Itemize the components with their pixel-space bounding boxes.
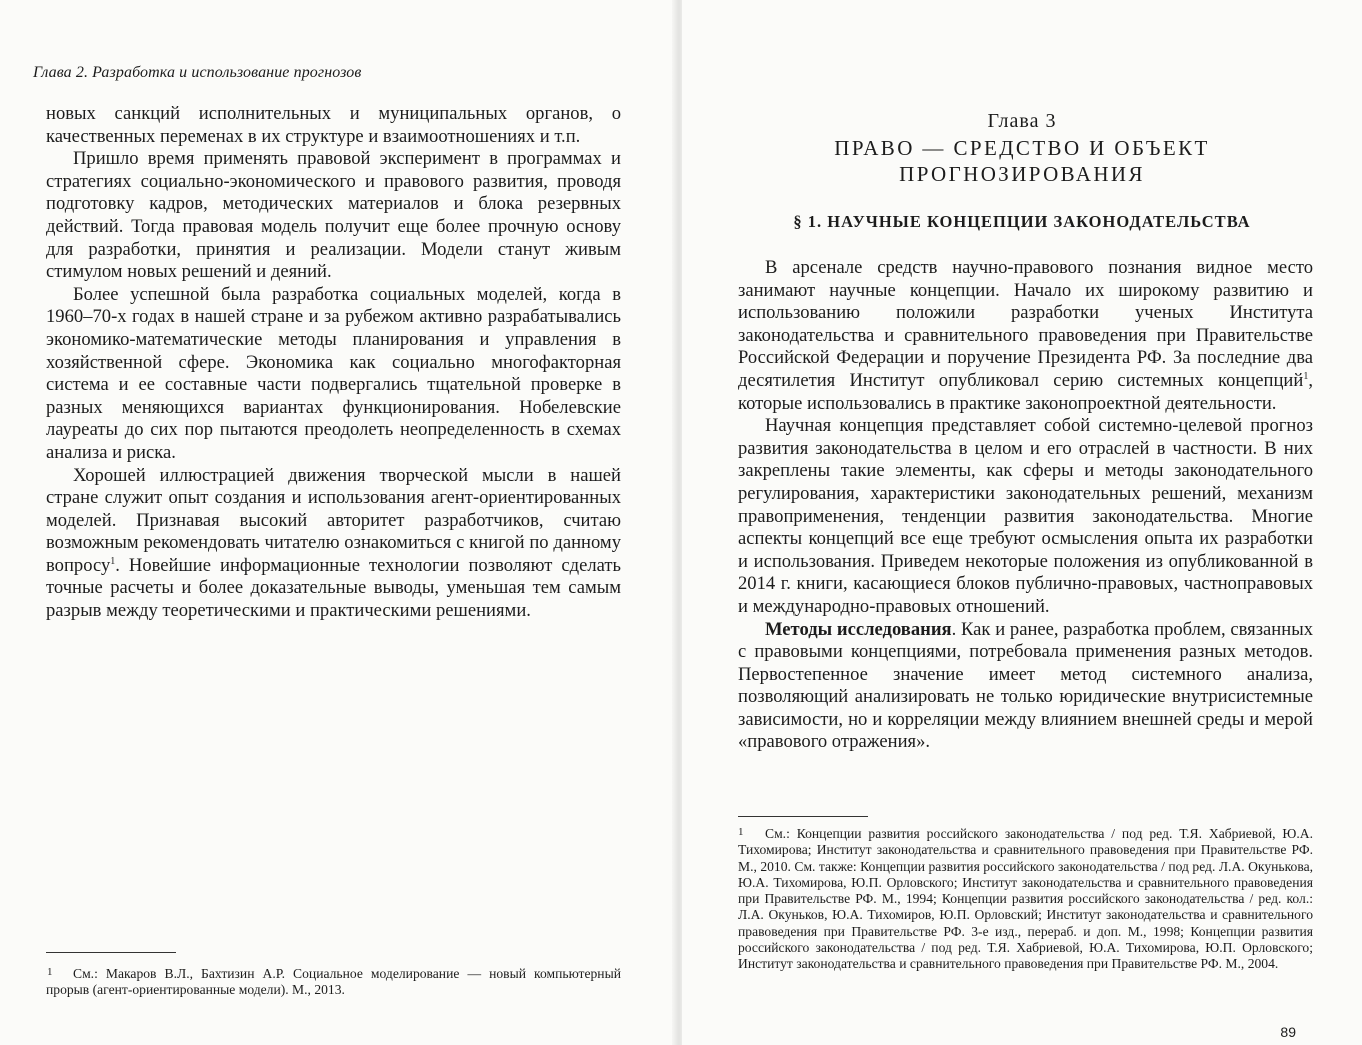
paragraph: новых санкций исполнительных и муниципальных органов, о качественных переменах в их структуре и взаимоотношениях и т.п.	[46, 103, 621, 147]
right-page	[682, 0, 1362, 1045]
left-page	[0, 0, 678, 1045]
paragraph-lead: Методы исследования	[765, 618, 952, 640]
footnote-reference[interactable]: 1	[1303, 370, 1309, 382]
page-number: 89	[1280, 1024, 1296, 1040]
chapter-number: Глава 3	[987, 110, 1057, 132]
paragraph-text: . Как и ранее, разработка проблем, связанных с правовыми концепциями, потребовала применения разных методов. Первостепенное значение имеет метод системного анализа, позволяющий анализировать не только юридические внутрисистемные зависимости, но и корреляции между влиянием внешней среды и мерой «правового отражения».	[738, 618, 1314, 753]
footnote-rule	[738, 816, 868, 817]
paragraph	[46, 465, 621, 623]
footnote-mark: 1	[738, 826, 744, 838]
section-title: § 1. НАУЧНЫЕ КОНЦЕПЦИИ ЗАКОНОДАТЕЛЬСТВА	[793, 212, 1251, 231]
paragraph	[738, 619, 1313, 755]
running-head: Глава 2. Разработка и использование прогнозов	[33, 64, 362, 81]
paragraph-text: В арсенале средств научно-правового познания видное место занимают научные концепции. Начало их широкому развитию и использованию положили разработки ученых Института законодательства и сравнительного правоведения при Правительстве Российской Федерации и поручение Президента РФ. За последние два десятилетия Институт опубликовал серию системных концепций	[738, 257, 1313, 391]
footnote: См.: Макаров В.Л., Бахтизин А.Р. Социальное моделирование — новый компьютерный прорыв (агент-ориентированные модели). М., 2013.	[46, 966, 621, 998]
footnote-reference[interactable]: 1	[110, 555, 116, 567]
chapter-title: ПРАВО — СРЕДСТВО И ОБЪЕКТ ПРОГНОЗИРОВАНИЯ	[834, 136, 1210, 186]
left-page-body	[46, 103, 621, 623]
right-page-body	[738, 257, 1313, 754]
paragraph: Научная концепция представляет собой системно-целевой прогноз развития законодательства в целом и его отраслей в частности. В них закреплены такие элементы, как сферы и методы законодательного регулирования, характеристики законодательных решений, механизм правоприменения, тенденции развития законодательства. Многие аспекты концепций все еще требуют осмысления опыта их разработки и использования. Приведем некоторые положения из опубликованной в 2014 г. книги, касающиеся блоков публично-правовых, частноправовых и международно-правовых отношений.	[738, 415, 1313, 617]
paragraph	[738, 257, 1313, 415]
footnote-mark: 1	[47, 966, 53, 978]
paragraph-text: , которые использовались в практике законопроектной деятельности.	[738, 369, 1313, 414]
paragraph: Пришло время применять правовой эксперимент в программах и стратегиях социально-экономического и правового развития, проводя подготовку кадров, методических материалов и блока резервных действий. Тогда правовая модель получит еще более прочную основу для разработки, принятия и реализации. Модели станут живым стимулом новых решений и деяний.	[46, 148, 621, 283]
paragraph: Более успешной была разработка социальных моделей, когда в 1960–70-х годах в нашей стране и за рубежом активно разрабатывались экономико-математические методы планирования и управления в хозяйственной сфере. Экономика как социально многофакторная система и ее составные части подвергались тщательной проверке в разных меняющихся вариантах функционирования. Нобелевские лауреаты до сих пор пытаются преодолеть неопределенность в схемах анализа и риска.	[46, 283, 621, 463]
paragraph-text: Хорошей иллюстрацией движения творческой мысли в нашей стране служит опыт создания и использования агент-ориентированных моделей. Признавая высокий авторитет разработчиков, считаю возможным рекомендовать читателю ознакомиться с книгой по данному вопросу	[46, 464, 621, 576]
footnote-rule	[46, 952, 176, 953]
footnote: См.: Концепции развития российского законодательства / под ред. Т.Я. Хабриевой, Ю.А. Тихомирова; Институт законодательства и сравнительного правоведения при Правительстве РФ. М., 2010. См. также: Концепции развития российского законодательства / под ред. Л.А. Окунькова, Ю.А. Тихомирова, Ю.П. Орловского; Институт законодательства и сравнительного правоведения при Правительстве РФ. М., 1994; Концепции развития российского законодательства / ред. кол.: Л.А. Окуньков, Ю.А. Тихомиров, Ю.П. Орловский; Институт законодательства и сравнительного правоведения при Правительстве РФ. 3-е изд., перераб. и доп. М., 1998; Концепции развития российского законодательства / под ред. Т.Я. Хабриевой, Ю.А. Тихомирова, Ю.П. Орловского; Институт законодательства и сравнительного правоведения при Правительстве РФ. М., 2004.	[738, 826, 1313, 972]
paragraph-text: . Новейшие информационные технологии позволяют сделать точные расчеты и более доказательные выводы, уменьшая тем самым разрыв между теоретическими и практическими решениями.	[46, 554, 621, 622]
